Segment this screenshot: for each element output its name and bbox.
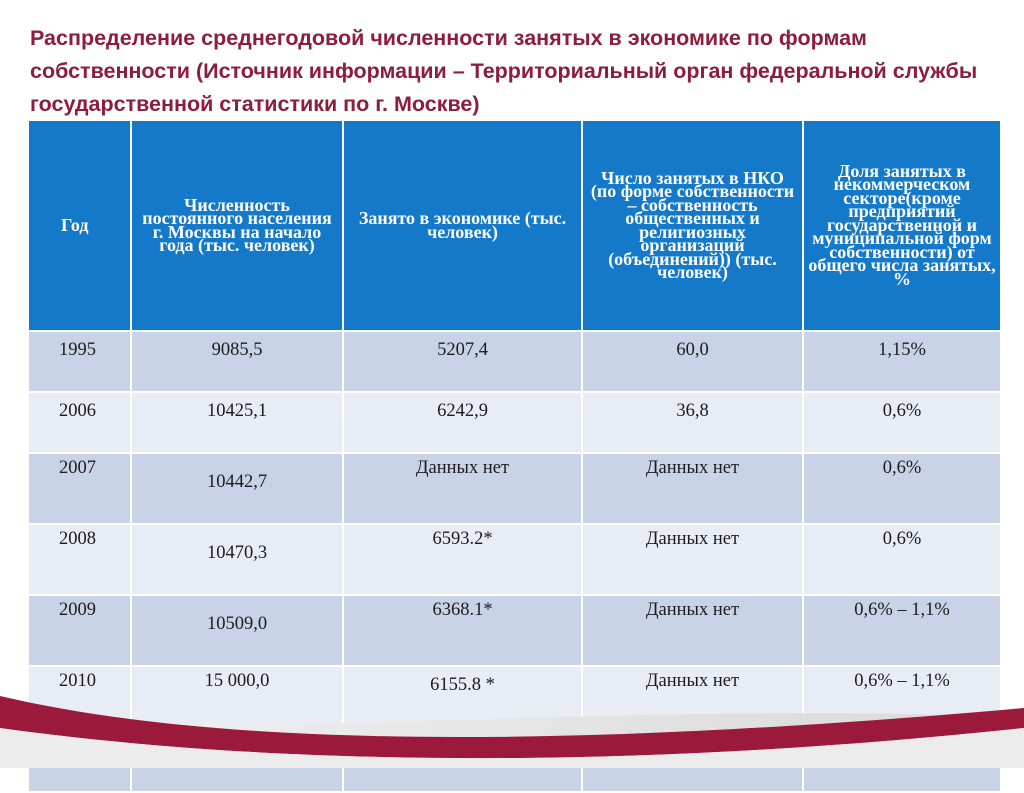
cell-employed: 6242,9 bbox=[343, 392, 582, 453]
cell-year: 2007 bbox=[28, 453, 131, 524]
cell-nko: 60,0 bbox=[582, 331, 803, 392]
header-nonprofit-share: Доля занятых в некоммерческом секторе(кроме предприятий государственной и муниципальной форм собственности) от общего числа занятых, % bbox=[803, 120, 1001, 331]
cell-population: 10509,0 bbox=[131, 595, 343, 666]
cell-employed: 6155.8 * bbox=[343, 666, 582, 727]
table-row bbox=[28, 392, 1001, 453]
decorative-wave bbox=[0, 678, 1024, 768]
cell-population: 10470,3 bbox=[131, 524, 343, 595]
cell-share: 0,6% bbox=[803, 453, 1001, 524]
cell-nko: Данных нет bbox=[582, 453, 803, 524]
header-population: Численность постоянного населения г. Москвы на начало года (тыс. человек) bbox=[131, 120, 343, 331]
cell-share: 0,6% bbox=[803, 524, 1001, 595]
cell-nko: Данных нет bbox=[582, 595, 803, 666]
cell-employed: 6368.1* bbox=[343, 595, 582, 666]
table-row bbox=[28, 595, 1001, 666]
cell-share: 0,6% – 1,1% bbox=[803, 666, 1001, 727]
cell-year: 2006 bbox=[28, 392, 131, 453]
cell-nko: 36,8 bbox=[582, 392, 803, 453]
page-title: Распределение среднегодовой численности занятых в экономике по формам собственности (Источник информации – Территориальный орган федеральной службы государственной статистики по г. Москве) bbox=[30, 26, 978, 116]
table-row bbox=[28, 453, 1001, 524]
header-year: Год bbox=[28, 120, 131, 331]
cell-share: 1,15% bbox=[803, 331, 1001, 392]
cell-year: 2010 bbox=[28, 666, 131, 727]
cell-employed: 5207,4 bbox=[343, 331, 582, 392]
cell-population: 10425,1 bbox=[131, 392, 343, 453]
cell-year: 1995 bbox=[28, 331, 131, 392]
table-row bbox=[28, 524, 1001, 595]
cell-population: 9085,5 bbox=[131, 331, 343, 392]
cell-population: 15 000,0 bbox=[131, 666, 343, 727]
cell-population: 10442,7 bbox=[131, 453, 343, 524]
table-row bbox=[28, 331, 1001, 392]
cell-nko: Данных нет bbox=[582, 524, 803, 595]
cell-year: 2008 bbox=[28, 524, 131, 595]
cell-employed: 6593.2* bbox=[343, 524, 582, 595]
cell-year: 2009 bbox=[28, 595, 131, 666]
cell-employed: Данных нет bbox=[343, 453, 582, 524]
table-header-row bbox=[28, 120, 1001, 331]
cell-nko: Данных нет bbox=[582, 666, 803, 727]
cell-share: 0,6% – 1,1% bbox=[803, 595, 1001, 666]
header-employed: Занято в экономике (тыс. человек) bbox=[343, 120, 582, 331]
cell-share: 0,6% bbox=[803, 392, 1001, 453]
header-nko-employed: Число занятых в НКО (по форме собственности – собственность общественных и религиозных организаций (объединений)) (тыс. человек) bbox=[582, 120, 803, 331]
